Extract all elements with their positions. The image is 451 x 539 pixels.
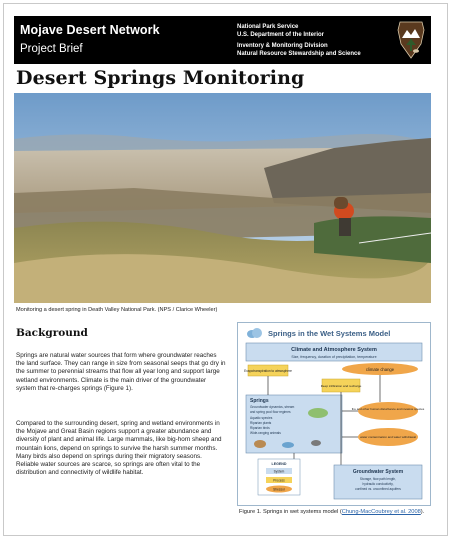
springs-line-2: and spring pool flow regimes	[250, 410, 291, 414]
groundwater-line-2: hydraulic conductivity,	[362, 482, 394, 486]
agency-line-2: U.S. Department of the Interior	[237, 31, 325, 38]
bighorn-sheep-icon	[254, 440, 266, 448]
bird-icon	[311, 440, 321, 446]
springs-title: Springs	[250, 398, 269, 404]
springs-line-5: Riparian birds	[250, 426, 270, 430]
legend-label-system: System	[273, 469, 285, 474]
nps-arrowhead-logo	[396, 20, 426, 60]
legend-label-stressor: Stressor	[273, 487, 285, 492]
header-band	[14, 16, 431, 64]
climate-box-title: Climate and Atmosphere System	[291, 347, 377, 353]
climate-change-label: climate change	[365, 367, 395, 372]
network-title: Mojave Desert Network	[20, 23, 160, 37]
springs-line-3: Aquatic species	[250, 416, 273, 420]
fire-disturbance-label	[352, 407, 425, 411]
division-line-2: Natural Resource Stewardship and Science	[237, 50, 361, 57]
legend-label-process: Process	[273, 478, 285, 483]
vegetation-icon	[308, 408, 328, 418]
wet-systems-model-figure	[237, 322, 431, 506]
agency-block	[237, 24, 324, 39]
groundwater-line-3: confined vs. unconfined aquifers	[355, 487, 401, 491]
figure-caption-suffix: ).	[420, 509, 425, 515]
legend-title: LEGEND	[271, 462, 287, 466]
photo-caption: Monitoring a desert spring in Death Valley National Park. (NPS / Clarice Wheeler)	[16, 307, 218, 313]
water-contamination-label: water contamination and water withdrawal	[360, 435, 416, 439]
climate-box-subtitle: Size, frequency, duration of precipitation, temperature	[291, 355, 377, 359]
brief-type: Project Brief	[20, 43, 83, 55]
figure-citation-link[interactable]: Chung-MacCoubrey et al. 2008	[341, 509, 421, 515]
background-paragraph-2: Compared to the surrounding desert, spring and wetland environments in the Mojave and Great Basin regions support a greater abundance and diversity of plant and animal life. Large mammals, like big-horn sheep and mountain lions, depend on springs to survive the harsh summer months. Many birds also depend on springs during their migratory seasons. Reliable water sources are scarce, so springs are often vital to the distribution and connectivity of wildlife habitat.	[16, 420, 222, 477]
background-heading: Background	[16, 327, 88, 339]
springs-line-1: Groundwater dynamics, stream	[250, 405, 295, 409]
hero-photo	[14, 93, 431, 303]
groundwater-line-1: Storage, flow path length,	[359, 477, 397, 481]
fire-disturbance-text: fire and other human disturbance and invasive species	[351, 407, 425, 411]
fire-disturbance-oval	[358, 402, 418, 420]
deep-infiltration-label: Deep infiltration and recharge	[320, 384, 362, 388]
division-block	[237, 43, 361, 58]
springs-line-6: Wide-ranging animals	[250, 431, 281, 435]
fish-icon	[282, 442, 294, 448]
figure-title: Springs in the Wet Systems Model	[268, 329, 391, 338]
figure-caption	[239, 509, 431, 516]
page-title: Desert Springs Monitoring	[16, 67, 305, 89]
evapotranspiration-label: Evapotranspiration to atmosphere	[244, 369, 292, 373]
springs-line-4: Riparian plants	[250, 421, 272, 425]
groundwater-title: Groundwater System	[352, 469, 404, 475]
background-paragraph-1: Springs are natural water sources that form where groundwater reaches the land surface. They can range in size from seasonal seeps that go dry in the summer to perennial streams that flow all year long and support large wetland environments. Climate is the main driver of the groundwater system that re-charges springs (Figure 1).	[16, 352, 226, 392]
agency-line-1: National Park Service	[237, 24, 299, 30]
division-line-1: Inventory & Monitoring Division	[237, 43, 328, 49]
figure-caption-prefix: Figure 1. Springs in wet systems model (	[239, 509, 342, 515]
